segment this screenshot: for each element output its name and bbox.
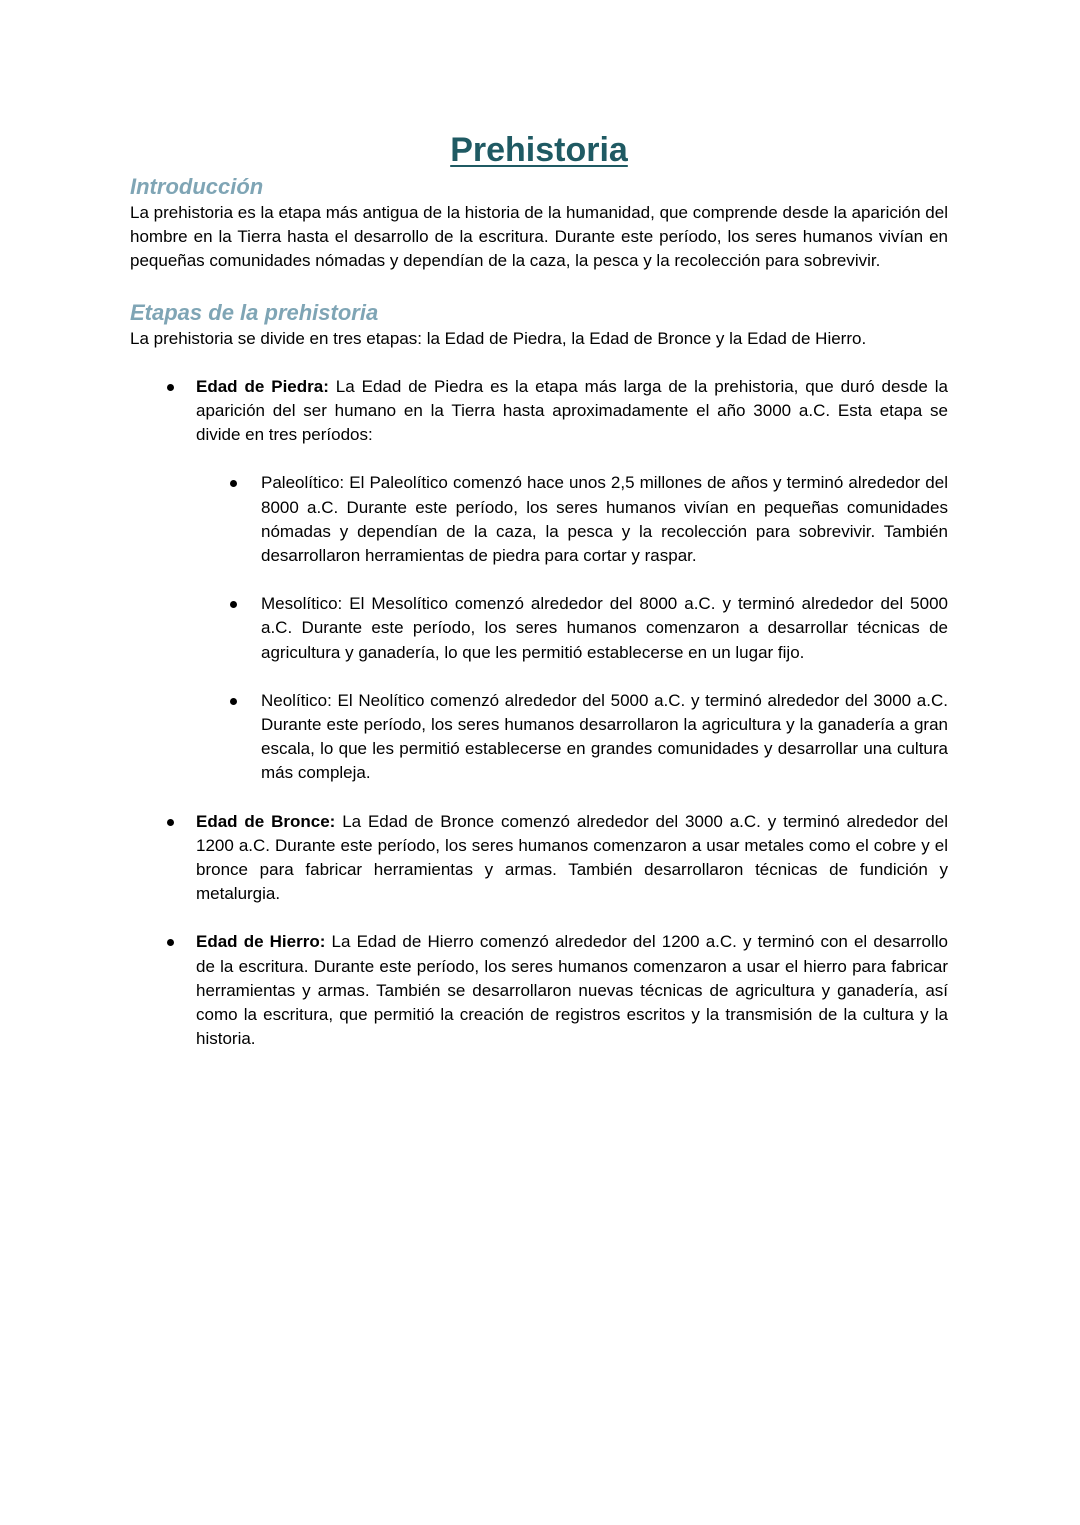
bullet-icon [167, 819, 174, 826]
bullet-icon [230, 601, 237, 608]
bullet-icon [167, 384, 174, 391]
list-item-description: La Edad de Bronce comenzó alrededor del 3000 a.C. y terminó alrededor del 1200 a.C. Durante este período, los seres humanos comenzaron a usar metales como el cobre y el bronce para fabricar herramientas y armas. También desarrollaron técnicas de fundición y metalurgia. [196, 811, 948, 904]
list-item-term: Edad de Piedra: [196, 376, 329, 396]
list-item-description: La Edad de Piedra es la etapa más larga de la prehistoria, que duró desde la aparición del ser humano en la Tierra hasta aproximadamente el año 3000 a.C. Esta etapa se divide en tres períodos: [196, 376, 948, 445]
list-item-edad-de-bronce [130, 810, 948, 907]
sublist-item-text: Neolítico: El Neolítico comenzó alrededor del 5000 a.C. y terminó alrededor del 3000 a.C. Durante este período, los seres humanos desarrollaron la agricultura y la ganadería a gran escala, lo que les permitió establecerse en grandes comunidades y desarrollar una cultura más compleja. [261, 690, 948, 783]
sublist-item-text: Paleolítico: El Paleolítico comenzó hace unos 2,5 millones de años y terminó alrededor del 8000 a.C. Durante este período, los seres humanos vivían en pequeñas comunidades nómadas y dependían de la caza, la pesca y la recolección para sobrevivir. También desarrollaron herramientas de piedra para cortar y raspar. [261, 473, 948, 566]
document-page [130, 128, 948, 1075]
bullet-icon [230, 698, 237, 705]
sublist-item-text: Mesolítico: El Mesolítico comenzó alrededor del 8000 a.C. y terminó alrededor del 5000 a.C. Durante este período, los seres humanos comenzaron a desarrollar técnicas de agricultura y ganadería, lo que les permitió establecerse en un lugar fijo. [261, 594, 948, 662]
periodos-list [196, 471, 948, 785]
page-title: Prehistoria [450, 131, 628, 169]
list-item-text [196, 375, 948, 448]
bullet-icon [230, 480, 237, 487]
section-heading-introduccion: Introducción [130, 174, 264, 199]
list-item-edad-de-hierro [130, 930, 948, 1051]
section-heading-etapas: Etapas de la prehistoria [130, 299, 379, 325]
list-item-term: Edad de Hierro: [196, 932, 326, 952]
list-item-edad-de-piedra [130, 375, 948, 786]
sublist-item-paleolitico [130, 471, 948, 568]
list-item-text [196, 810, 948, 907]
bullet-icon [167, 939, 174, 946]
sublist-item-neolitico [130, 689, 948, 786]
list-item-term: Edad de Bronce: [196, 811, 336, 831]
etapas-paragraph: La prehistoria se divide en tres etapas: la Edad de Piedra, la Edad de Bronce y la Edad de Hierro. [130, 328, 867, 348]
list-item-text [196, 930, 948, 1051]
list-item-description: La Edad de Hierro comenzó alrededor del 1200 a.C. y terminó con el desarrollo de la escritura. Durante este período, los seres humanos comenzaron a usar el hierro para fabricar herramientas y armas. También se desarrollaron nuevas técnicas de agricultura y ganadería, así como la escritura, que permitió la creación de registros escritos y la transmisión de la cultura y la historia. [196, 932, 948, 1049]
etapas-list [130, 375, 948, 1052]
sublist-item-mesolitico [130, 592, 948, 665]
intro-paragraph: La prehistoria es la etapa más antigua de la historia de la humanidad, que comprende desde la aparición del hombre en la Tierra hasta el desarrollo de la escritura. Durante este período, los seres humanos vivían en pequeñas comunidades nómadas y dependían de la caza, la pesca y la recolección para sobrevivir. [130, 203, 948, 271]
